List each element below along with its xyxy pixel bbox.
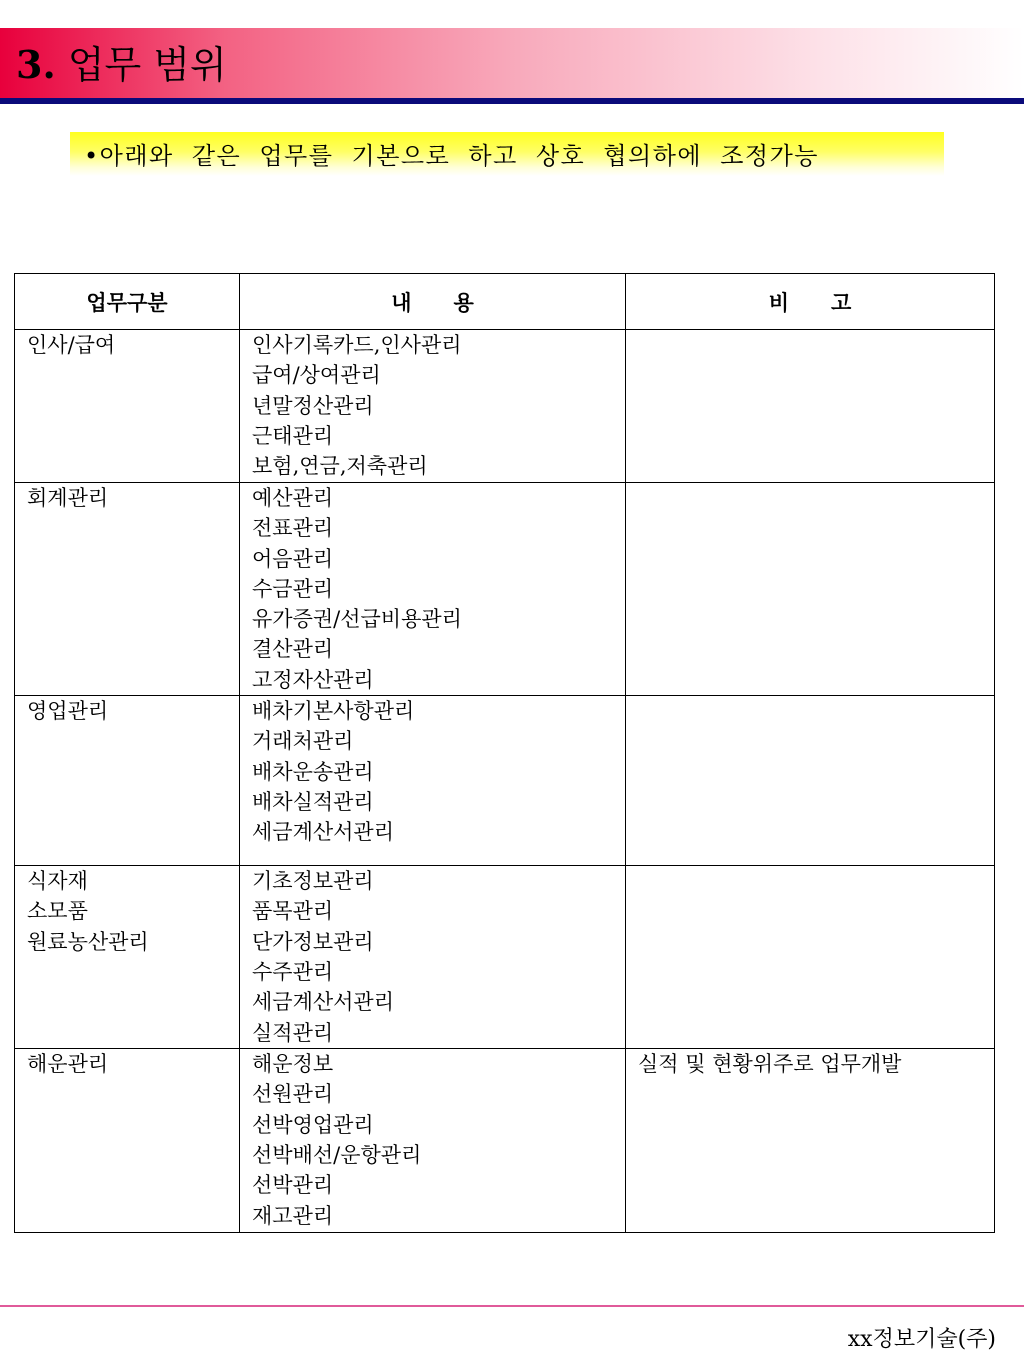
category-line: 해운관리 (27, 1052, 109, 1077)
content-line: 예산관리 (252, 486, 334, 510)
title-number: 3. (16, 42, 56, 87)
cell-category (15, 330, 240, 483)
content-line: 년말정산관리 (252, 393, 374, 418)
cell-content (240, 696, 626, 866)
table-row (15, 330, 995, 483)
content-line: 선원관리 (252, 1082, 334, 1107)
content-line: 배차기본사항관리 (252, 699, 415, 724)
category-line: 회계관리 (27, 486, 109, 510)
cell-category (15, 696, 240, 866)
scope-note: •아래와 같은 업무를 기본으로 하고 상호 협의하에 조정가능 (84, 142, 819, 170)
content-line: 선박영업관리 (252, 1112, 374, 1137)
category-line: 인사/급여 (27, 333, 116, 357)
content-line: 어음관리 (252, 546, 334, 571)
cell-content (240, 330, 626, 483)
category-line: 소모품 (27, 899, 88, 924)
content-line: 결산관리 (252, 637, 334, 662)
company-footer: xx정보기술(주) (847, 1327, 996, 1352)
content-line: 기초정보관리 (252, 869, 374, 894)
cell-remark (626, 1049, 995, 1233)
content-line: 인사기록카드,인사관리 (252, 333, 462, 357)
scope-table (14, 273, 995, 1233)
remark-line: 실적 및 현황위주로 업무개발 (638, 1052, 902, 1077)
header-remark: 비 고 (626, 274, 995, 330)
content-line: 품목관리 (252, 899, 334, 924)
content-line: 실적관리 (252, 1020, 334, 1045)
cell-remark (626, 866, 995, 1049)
footer-rule (0, 1305, 1024, 1307)
header-category: 업무구분 (15, 274, 240, 330)
content-line: 해운정보 (252, 1052, 334, 1077)
content-line: 거래처관리 (252, 729, 354, 754)
content-line: 배차운송관리 (252, 759, 374, 784)
content-line: 수주관리 (252, 959, 334, 984)
cell-category (15, 483, 240, 696)
content-line: 세금계산서관리 (252, 820, 395, 845)
content-line: 재고관리 (252, 1203, 334, 1228)
cell-content (240, 1049, 626, 1233)
title-label: 업무 범위 (67, 43, 227, 87)
cell-category (15, 1049, 240, 1233)
content-line: 수금관리 (252, 576, 334, 601)
cell-content (240, 866, 626, 1049)
cell-remark (626, 330, 995, 483)
cell-category (15, 866, 240, 1049)
category-line: 영업관리 (27, 699, 109, 724)
category-line: 식자재 (27, 869, 88, 894)
header-content: 내 용 (240, 274, 626, 330)
table-row (15, 1049, 995, 1233)
title-underline (0, 98, 1024, 104)
table-row (15, 696, 995, 866)
content-line: 급여/상여관리 (252, 363, 381, 388)
content-line: 배차실적관리 (252, 789, 374, 814)
cell-remark (626, 696, 995, 866)
category-line: 원료농산관리 (27, 929, 149, 954)
content-line: 근태관리 (252, 423, 334, 448)
content-line: 보험,연금,저축관리 (252, 454, 428, 479)
content-line: 선박관리 (252, 1173, 334, 1198)
cell-remark (626, 483, 995, 696)
content-line: 전표관리 (252, 516, 334, 541)
table-row (15, 483, 995, 696)
content-line: 고정자산관리 (252, 667, 374, 692)
content-line: 선박배선/운항관리 (252, 1142, 422, 1167)
content-line: 단가정보관리 (252, 929, 374, 954)
content-line: 유가증권/선급비용관리 (252, 607, 462, 632)
content-line: 세금계산서관리 (252, 990, 395, 1015)
cell-content (240, 483, 626, 696)
table-row (15, 866, 995, 1049)
table-header-row (15, 274, 995, 330)
page-title (16, 40, 227, 90)
